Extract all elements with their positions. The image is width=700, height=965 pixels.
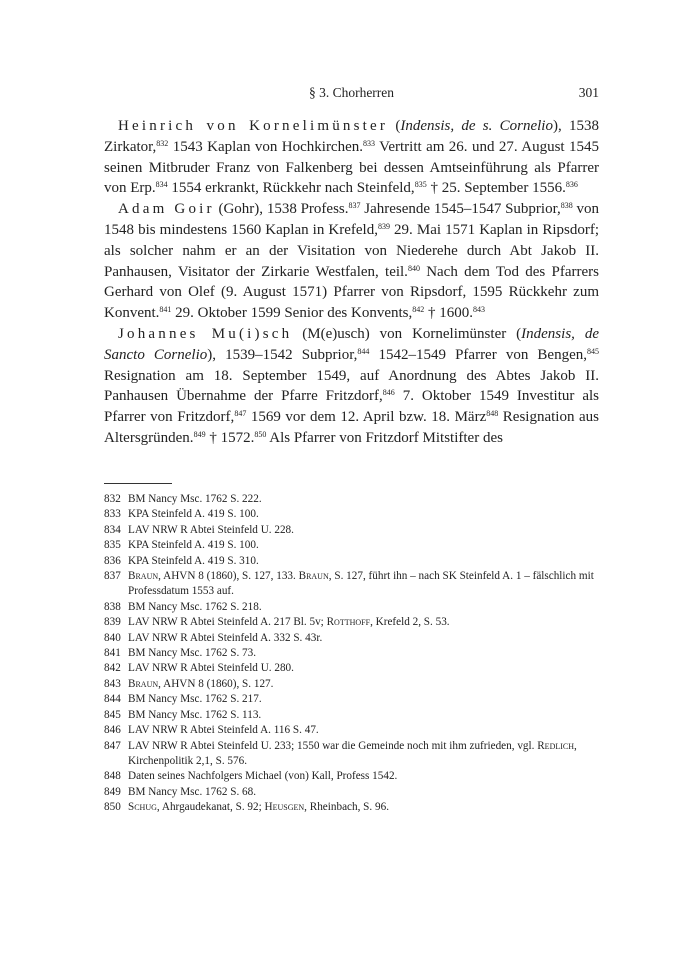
italic-run: Indensis, de s. Cornelio — [400, 118, 553, 134]
author-name: Heusgen — [264, 801, 305, 814]
text-run: , Ahrgaudekanat, S. 92; — [156, 801, 265, 814]
paragraph-entry — [104, 324, 599, 449]
footnote-number: 837 — [104, 570, 121, 583]
footnote-ref: 842 — [412, 305, 425, 315]
text-run: , AHVN 8 (1860), S. 127, 133. — [158, 570, 299, 583]
page-header — [104, 85, 599, 105]
person-name: Heinrich von Kornelimünster — [118, 118, 389, 134]
footnote-number: 836 — [104, 554, 121, 567]
footnote-text — [128, 739, 599, 770]
footnote-ref: 834 — [155, 180, 168, 190]
author-name: Braun — [128, 570, 159, 583]
footnote-ref: 835 — [414, 180, 427, 190]
footnote — [104, 708, 599, 723]
footnote — [104, 677, 599, 692]
footnote-ref: 849 — [193, 429, 206, 439]
text-run: ), 1539–1542 Subprior, — [207, 346, 358, 363]
footnote-text — [128, 631, 599, 646]
footnote — [104, 569, 599, 600]
footnote-ref: 846 — [382, 388, 395, 398]
footnote — [104, 538, 599, 553]
text-run: , Krefeld 2, S. 53. — [370, 616, 450, 629]
footnote — [104, 661, 599, 676]
text-run: LAV NRW R Abtei Steinfeld U. 233; 1550 war die Gemeinde noch mit ihm zufrieden, vgl. — [128, 739, 538, 752]
text-run: 1554 erkrankt, Rückkehr nach Steinfeld, — [167, 180, 415, 197]
footnote-text — [128, 661, 599, 676]
footnote-text — [128, 785, 599, 800]
author-name: Schug — [128, 801, 157, 814]
running-head: § 3. Chorherren — [308, 85, 395, 100]
footnote — [104, 492, 599, 507]
footnote-number: 841 — [104, 647, 121, 660]
footnote-number: 847 — [104, 739, 121, 752]
footnote-ref: 838 — [560, 201, 573, 211]
footnote-ref: 847 — [234, 409, 247, 419]
footnote-number: 832 — [104, 493, 121, 505]
footnote-text — [128, 646, 599, 661]
page-number: 301 — [578, 85, 599, 100]
footnotes — [104, 492, 599, 816]
text-run: Vertritt am 26. und 27. August 1545 seinen Mitbruder Franz von Falkenberg bei dessen Amtseinführung als Pfarrer von Erp. — [104, 138, 599, 197]
text-run: Jahresende 1545–1547 Subprior, — [360, 201, 561, 218]
footnote-number: 833 — [104, 508, 121, 521]
text-run: BM Nancy Msc. 1762 S. 217. — [128, 693, 262, 706]
author-name: Redlich — [537, 739, 575, 752]
text-run: LAV NRW R Abtei Steinfeld U. 228. — [128, 523, 294, 536]
text-run: Als Pfarrer von Fritzdorf Mitstifter des — [266, 429, 503, 446]
footnote-number: 849 — [104, 785, 121, 798]
footnote — [104, 600, 599, 615]
text-run: LAV NRW R Abtei Steinfeld U. 280. — [128, 662, 294, 675]
author-name: Rotthoff — [326, 616, 371, 629]
author-name: Braun — [298, 570, 329, 583]
footnote-number: 838 — [104, 600, 121, 613]
italic-run: Indensis, de Sancto Cornelio — [104, 325, 599, 363]
text-run: 29. Oktober 1599 Senior des Konvents, — [171, 305, 413, 322]
footnote — [104, 692, 599, 707]
footnote-text — [128, 677, 599, 692]
footnote-ref: 843 — [472, 305, 485, 315]
footnote — [104, 554, 599, 569]
text-run: , S. 127, führt ihn – nach SK Steinfeld A. 1 – fälschlich mit Professdatum 1553 auf. — [128, 570, 594, 598]
footnote-text — [128, 615, 599, 630]
footnote-number: 845 — [104, 708, 121, 721]
main-text — [104, 116, 599, 449]
person-name: Adam Goir — [118, 201, 215, 218]
footnote-ref: 832 — [156, 138, 169, 148]
text-run: LAV NRW R Abtei Steinfeld A. 217 Bl. 5v; — [128, 616, 327, 629]
footnote — [104, 723, 599, 738]
text-run: 1543 Kaplan von Hochkirchen. — [168, 138, 364, 155]
footnote — [104, 785, 599, 800]
footnote-number: 843 — [104, 677, 121, 690]
footnote — [104, 631, 599, 646]
footnote-text — [128, 507, 599, 522]
text-run: BM Nancy Msc. 1762 S. 218. — [128, 600, 262, 613]
footnote-number: 834 — [104, 523, 121, 536]
footnote-number: 842 — [104, 662, 121, 675]
text-run: † 25. September 1556. — [426, 180, 566, 197]
footnote-ref: 848 — [486, 409, 499, 419]
text-run: Resignation aus Altersgründen. — [104, 409, 599, 446]
text-run: (Gohr), 1538 Profess. — [214, 201, 349, 218]
footnote — [104, 646, 599, 661]
text-run: Nach dem Tod des Pfarrers Gerhard von Olef (9. August 1571) Pfarrer von Ripsdorf, 1595 Rückkehr zum Konvent. — [104, 263, 599, 322]
text-run: Resignation am 18. September 1549, auf Anordnung des Abtes Jakob II. Panhausen Übernahme der Pfarre Fritzdorf, — [104, 367, 599, 405]
text-run: 1569 vor dem 12. April bzw. 18. März — [246, 409, 487, 426]
footnote-number: 835 — [104, 539, 121, 552]
text-run: † 1600. — [424, 305, 473, 322]
footnote — [104, 615, 599, 630]
footnote-number: 840 — [104, 631, 121, 644]
footnote-text — [128, 569, 599, 600]
text-run: BM Nancy Msc. 1762 S. 68. — [128, 785, 257, 798]
footnote-number: 850 — [104, 801, 121, 814]
author-name: Braun — [128, 677, 159, 690]
text-run: , Kirchenpolitik 2,1, S. 576. — [128, 739, 577, 767]
footnote-separator — [104, 483, 172, 484]
footnote-number: 848 — [104, 770, 121, 783]
footnote-ref: 850 — [254, 429, 267, 439]
text-run: von 1548 bis mindestens 1560 Kaplan in Krefeld, — [104, 201, 600, 238]
text-run: BM Nancy Msc. 1762 S. 222. — [128, 493, 262, 505]
person-name: Johannes Mu(i)sch — [118, 325, 293, 342]
footnote — [104, 800, 599, 815]
text-run: (M(e)usch) von Kornelimünster ( — [292, 325, 522, 342]
text-run: KPA Steinfeld A. 419 S. 100. — [128, 508, 259, 521]
footnote-text — [128, 692, 599, 707]
text-run: 1542–1549 Pfarrer von Bengen, — [369, 346, 587, 363]
text-run: , AHVN 8 (1860), S. 127. — [158, 677, 274, 690]
footnote — [104, 507, 599, 522]
text-run: KPA Steinfeld A. 419 S. 100. — [128, 539, 259, 552]
footnote — [104, 739, 599, 770]
paragraph-entry — [104, 116, 599, 199]
footnote-text — [128, 523, 599, 538]
footnote-ref: 840 — [407, 263, 420, 273]
footnote-text — [128, 723, 599, 738]
footnote-number: 844 — [104, 693, 121, 706]
text-run: LAV NRW R Abtei Steinfeld A. 332 S. 43r. — [128, 631, 323, 644]
text-run: 7. Oktober 1549 Investitur als Pfarrer von Fritzdorf, — [104, 388, 599, 426]
paragraph-entry — [104, 199, 599, 324]
footnote-number: 846 — [104, 724, 121, 737]
text-run: 29. Mai 1571 Kaplan in Ripsdorf; als solcher nahm er an der Visitation von Niederehe durch Abt Jakob II. Panhausen, Visitator der Zirkarie Westfalen, teil. — [104, 221, 599, 280]
footnote-ref: 841 — [159, 305, 172, 315]
footnote-ref: 837 — [348, 201, 361, 211]
text-run: Daten seines Nachfolgers Michael (von) Kall, Profess 1542. — [128, 770, 398, 783]
text-run: LAV NRW R Abtei Steinfeld A. 116 S. 47. — [128, 724, 319, 737]
footnote-text — [128, 769, 599, 784]
footnote-ref: 839 — [377, 221, 390, 231]
footnote-ref: 836 — [565, 180, 578, 190]
footnote-text — [128, 800, 599, 815]
footnote — [104, 523, 599, 538]
footnote-ref: 845 — [587, 346, 599, 356]
text-run: KPA Steinfeld A. 419 S. 310. — [128, 554, 259, 567]
footnote-ref: 833 — [363, 138, 376, 148]
footnote-number: 839 — [104, 616, 121, 629]
footnote-text — [128, 708, 599, 723]
footnote — [104, 769, 599, 784]
footnote-text — [128, 492, 599, 507]
text-run: BM Nancy Msc. 1762 S. 113. — [128, 708, 262, 721]
footnote-text — [128, 600, 599, 615]
text-run: ), 1538 Zirkator, — [104, 118, 599, 155]
text-run: , Rheinbach, S. 96. — [304, 801, 389, 814]
footnote-text — [128, 554, 599, 569]
footnote-ref: 844 — [357, 346, 370, 356]
text-run: BM Nancy Msc. 1762 S. 73. — [128, 647, 257, 660]
text-run: ( — [388, 118, 401, 134]
text-run: † 1572. — [205, 429, 255, 446]
footnote-text — [128, 538, 599, 553]
